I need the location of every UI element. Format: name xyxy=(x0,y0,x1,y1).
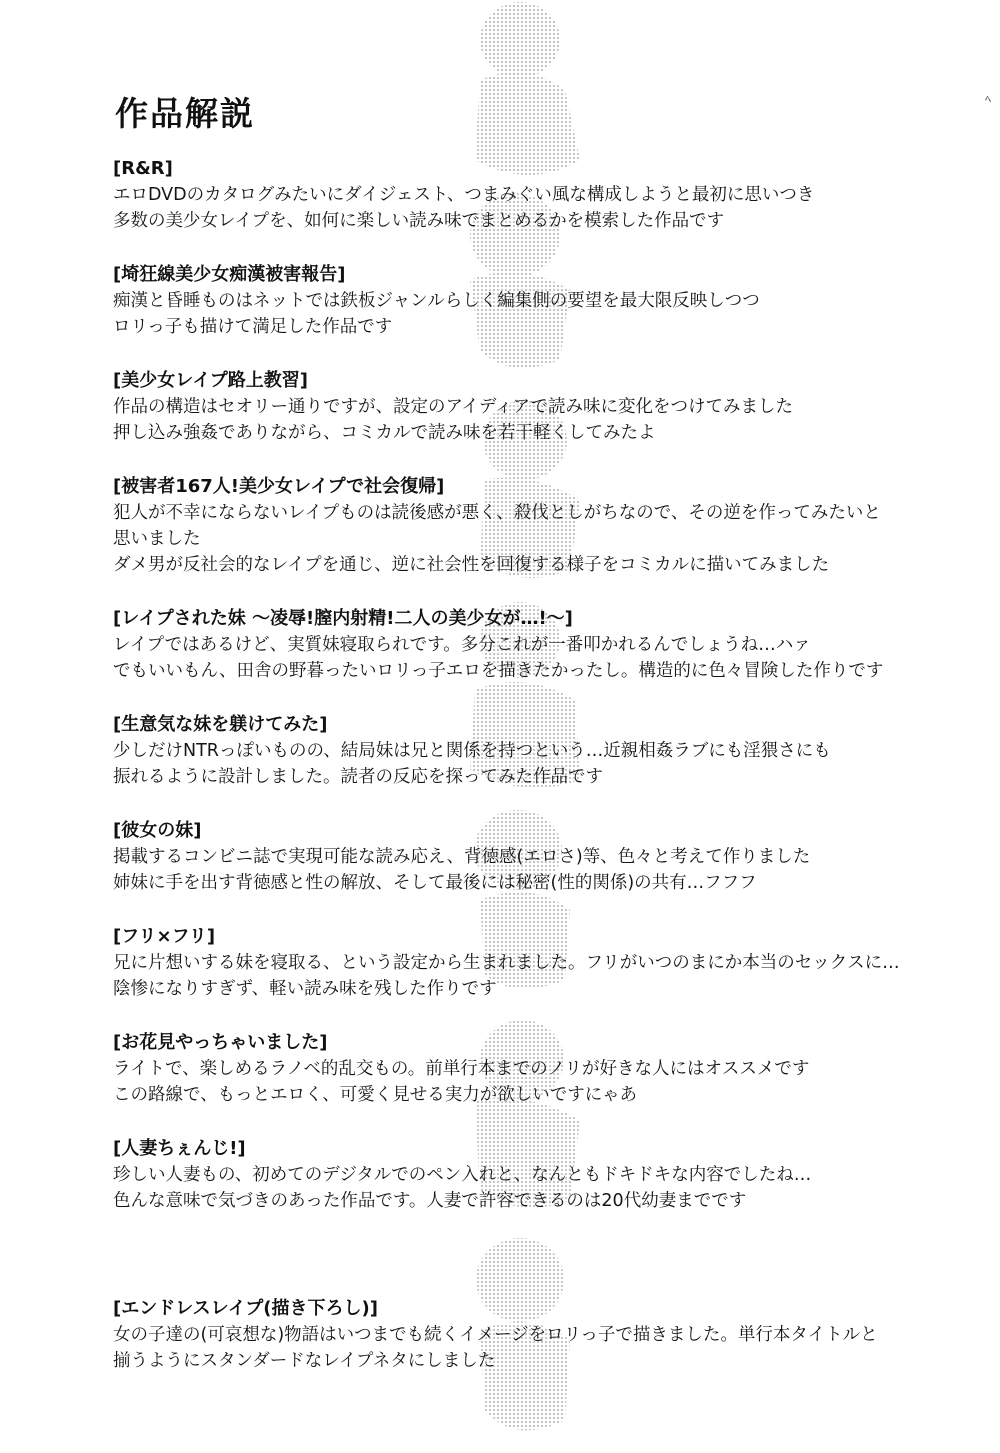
section-line: 掲載するコンビニ誌で実現可能な読み応え、背徳感(エロさ)等、色々と考えて作りました xyxy=(113,847,811,867)
corner-mark: ﾍ xyxy=(985,92,992,106)
commentary-sections xyxy=(113,156,933,1374)
section-heading: [被害者167人!美少女レイプで社会復帰] xyxy=(113,476,445,497)
section-line: 押し込み強姦でありながら、コミカルで読み味を若干軽くしてみたよ xyxy=(113,423,656,443)
section-higaisha xyxy=(113,474,933,578)
section-heading: [彼女の妹] xyxy=(113,820,202,841)
section-line: ダメ男が反社会的なレイプを通じ、逆に社会性を回復する様子をコミカルに描いてみました xyxy=(113,555,830,575)
section-ohanami xyxy=(113,1030,933,1108)
section-line: 陰惨になりすぎず、軽い読み味を残した作りです xyxy=(113,979,497,999)
section-line: エロDVDのカタログみたいにダイジェスト、つまみぐい風な構成しようと最初に思いつき xyxy=(113,185,815,205)
section-endless-rape xyxy=(113,1296,933,1374)
section-heading: [R&R] xyxy=(113,158,173,179)
section-namaiki xyxy=(113,712,933,790)
section-heading: [エンドレスレイプ(描き下ろし)] xyxy=(113,1298,378,1319)
section-kanojo-no-imouto xyxy=(113,818,933,896)
section-line: レイプではあるけど、実質妹寝取られです。多分これが一番叩かれるんでしょうね…ハァ xyxy=(113,635,811,655)
section-hitozuma xyxy=(113,1136,933,1214)
section-r-and-r xyxy=(113,156,933,234)
section-line: 揃うようにスタンダードなレイプネタにしました xyxy=(113,1351,496,1371)
section-heading: [人妻ちぇんじ!] xyxy=(113,1138,246,1159)
section-rojou-kyoushuu xyxy=(113,368,933,446)
section-line: 色んな意味で気づきのあった作品です。人妻で許容できるのは20代幼妻までです xyxy=(113,1191,747,1211)
section-line: 多数の美少女レイプを、如何に楽しい読み味でまとめるかを模索した作品です xyxy=(113,211,725,231)
section-line: 作品の構造はセオリー通りですが、設定のアイディアで読み味に変化をつけてみました xyxy=(113,397,794,417)
section-furi-furi xyxy=(113,924,933,1002)
section-line: 少しだけNTRっぽいものの、結局妹は兄と関係を持つという…近親相姦ラブにも淫猥さにも xyxy=(113,741,831,761)
section-line: 兄に片想いする妹を寝取る、という設定から生まれました。フリがいつのまにか本当のセックスに… xyxy=(113,953,900,973)
section-line: 痴漢と昏睡ものはネットでは鉄板ジャンルらしく編集側の要望を最大限反映しつつ xyxy=(113,291,760,311)
section-line: ロリっ子も描けて満足した作品です xyxy=(113,317,393,337)
section-line: 振れるように設計しました。読者の反応を探ってみた作品です xyxy=(113,767,603,787)
section-line: 珍しい人妻もの、初めてのデジタルでのペン入れと、なんともドキドキな内容でしたね… xyxy=(113,1165,812,1185)
section-heading: [美少女レイプ路上教習] xyxy=(113,370,309,391)
section-imouto-rape xyxy=(113,606,933,684)
section-line: ライトで、楽しめるラノベ的乱交もの。前単行本までのノリが好きな人にはオススメです xyxy=(113,1059,810,1079)
section-line: 犯人が不幸にならないレイプものは読後感が悪く、殺伐としがちなので、その逆を作ってみたいと xyxy=(113,503,881,523)
section-line: この路線で、もっとエロく、可愛く見せる実力が欲しいですにゃあ xyxy=(113,1085,637,1105)
page-title: 作品解説 xyxy=(115,94,255,133)
section-heading: [フリ×フリ] xyxy=(113,926,216,947)
section-line: 思いました xyxy=(113,529,201,549)
section-heading: [お花見やっちゃいました] xyxy=(113,1032,328,1053)
section-line: でもいいもん、田舎の野暮ったいロリっ子エロを描きたかったし。構造的に色々冒険した作りです xyxy=(113,661,884,681)
section-heading: [レイプされた妹 ～凌辱!膣内射精!二人の美少女が…!～] xyxy=(113,608,573,629)
section-heading: [生意気な妹を躾けてみた] xyxy=(113,714,328,735)
section-chikan xyxy=(113,262,933,340)
section-line: 女の子達の(可哀想な)物語はいつまでも続くイメージをロリっ子で描きました。単行本タイトルと xyxy=(113,1325,878,1345)
section-heading: [埼狂線美少女痴漢被害報告] xyxy=(113,264,346,285)
section-line: 姉妹に手を出す背徳感と性の解放、そして最後には秘密(性的関係)の共有…フフフ xyxy=(113,873,757,893)
